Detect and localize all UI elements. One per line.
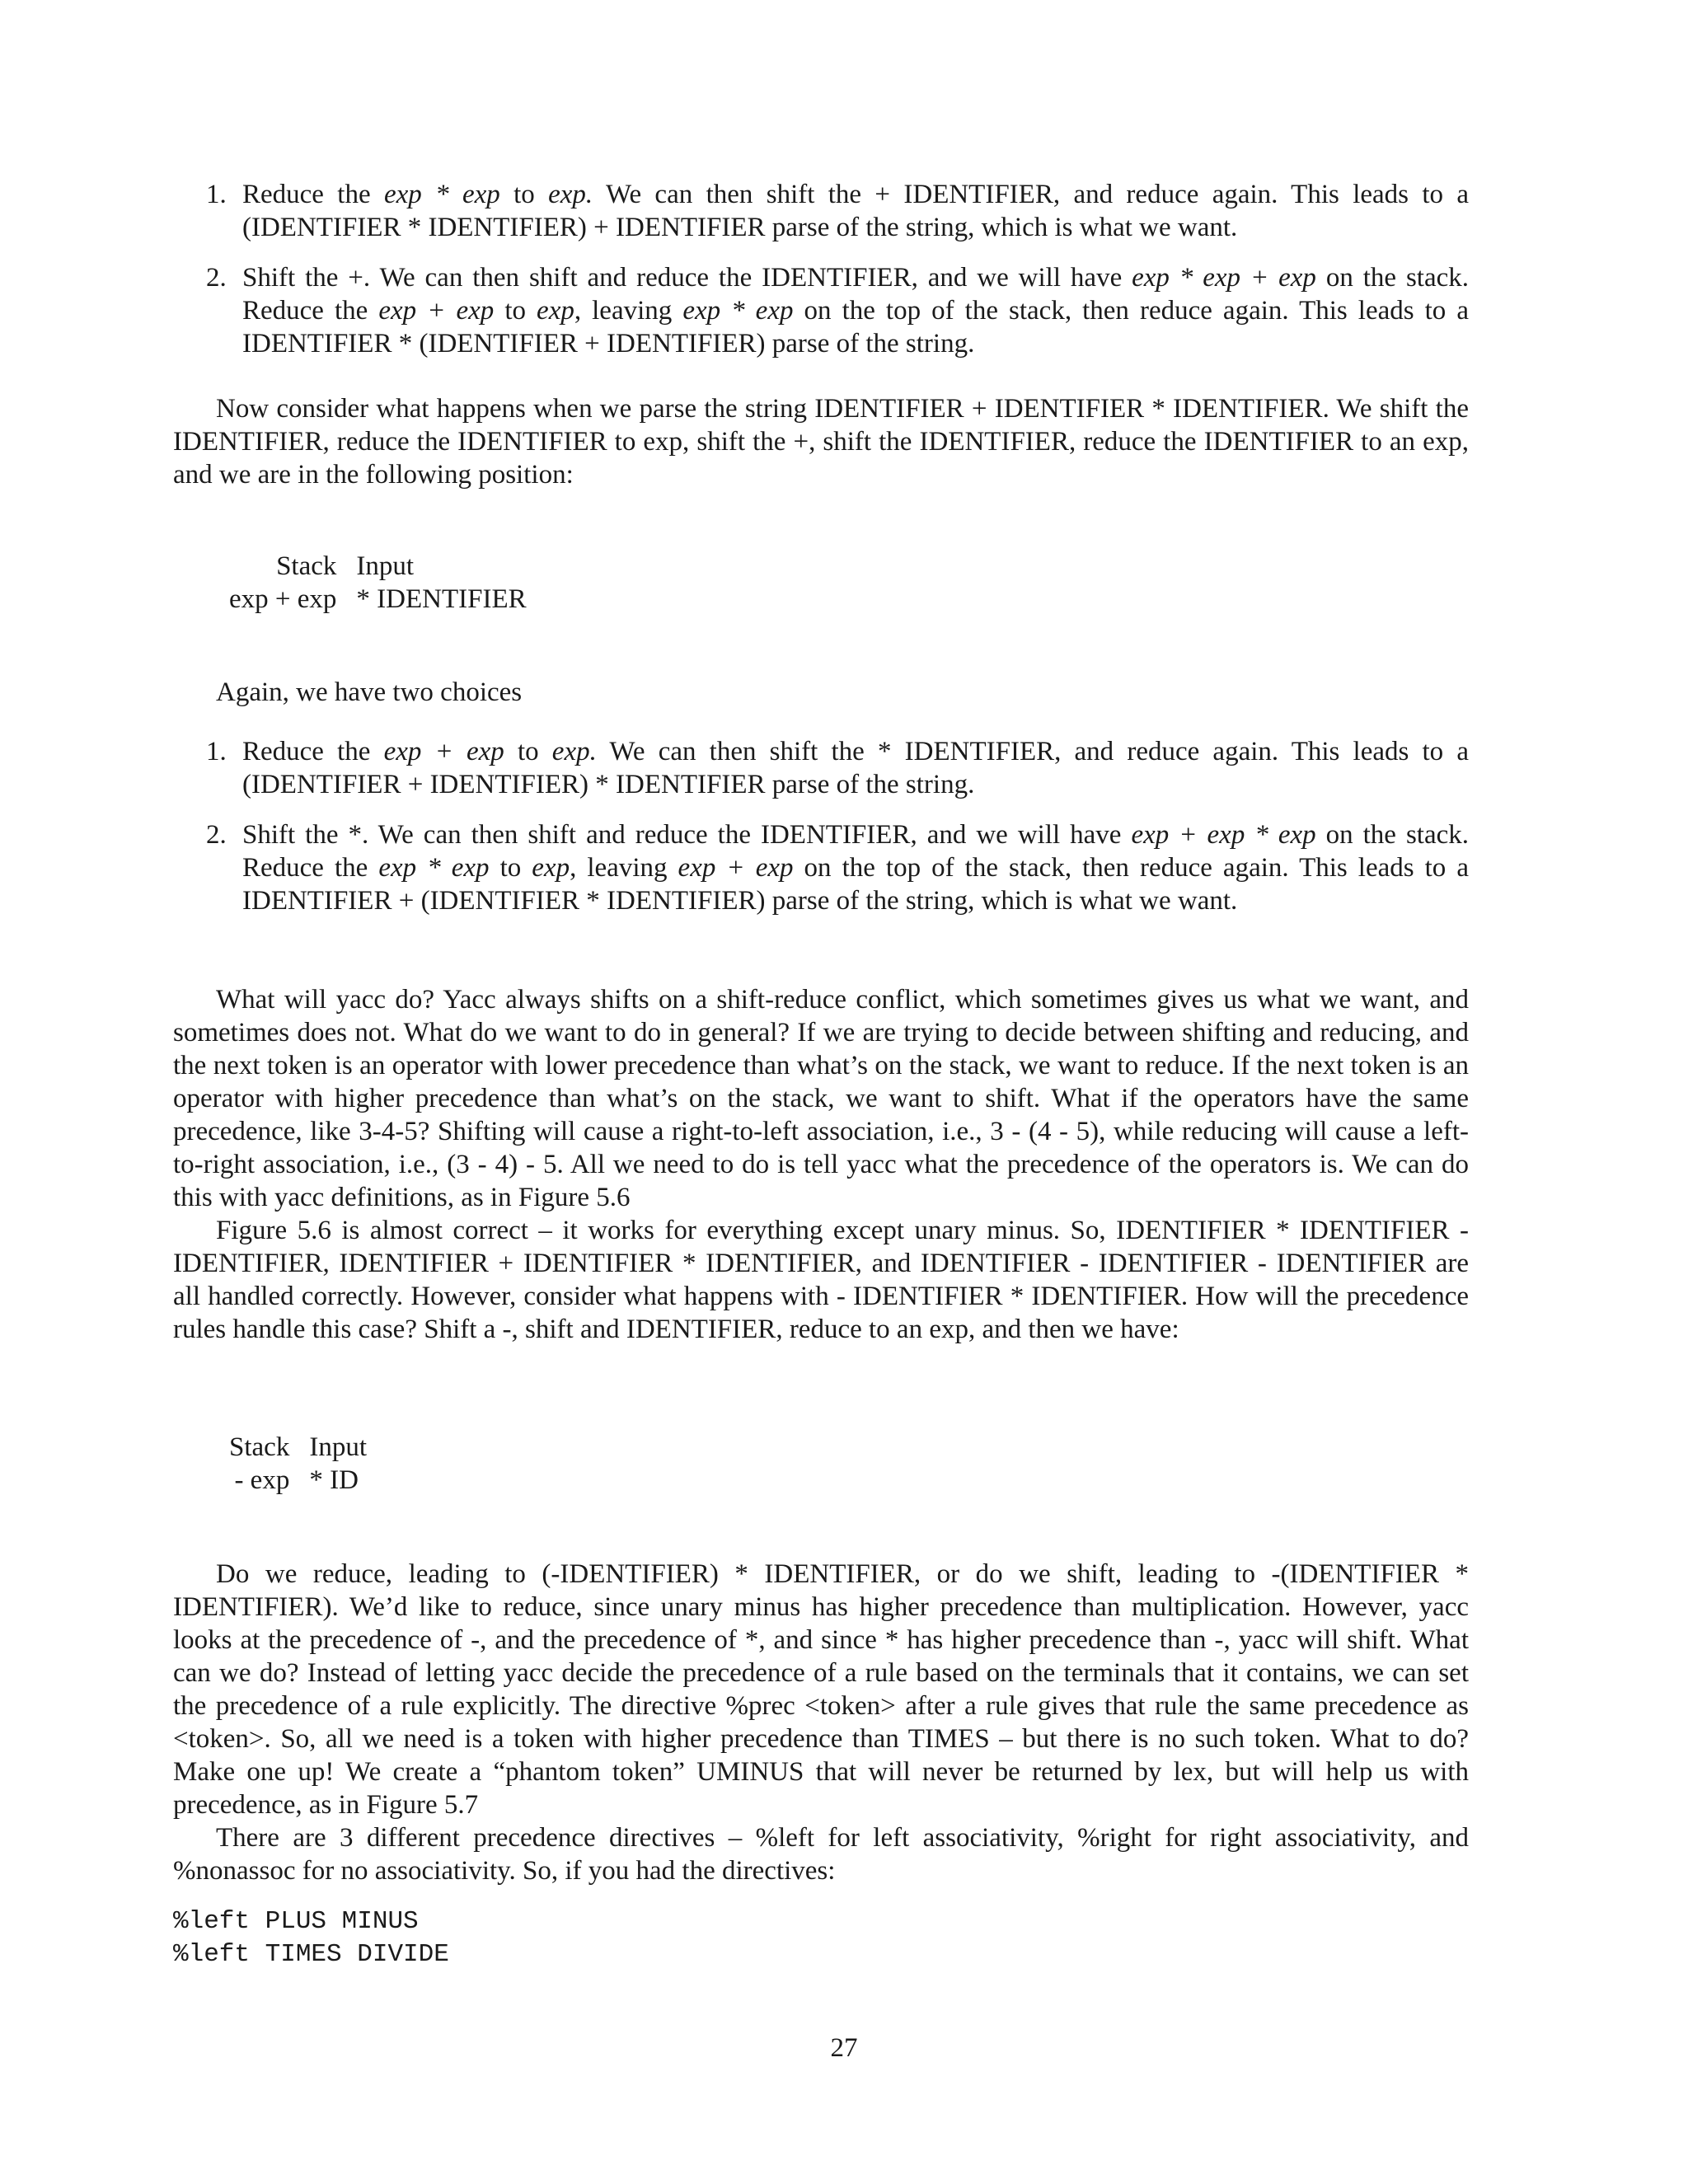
text-run: on the top of the stack, then reduce again. This leads to a IDENTIFIER * (IDENTIFIER + IDENTIFIER) parse of the string. [242, 296, 1469, 359]
list-number: 1. [206, 180, 227, 209]
paragraph-parse-string [173, 392, 1469, 491]
text-run: , leaving [570, 853, 678, 883]
stack-cell: exp + exp [229, 584, 337, 614]
code-line: %left TIMES DIVIDE [173, 1940, 449, 1969]
text-run: Shift the +. We can then shift and reduce the IDENTIFIER, and we will have [242, 263, 1132, 293]
text-run: We can then shift the + IDENTIFIER, and reduce again. This leads to a (IDENTIFIER * IDENTIFIER) + IDENTIFIER parse of the string, which is what we want. [242, 180, 1470, 242]
text-run: on the stack. Reduce the [242, 820, 1469, 883]
shift-reduce-choices-list-1 [173, 178, 1469, 360]
text-run: to [499, 180, 549, 209]
code-block [173, 1905, 1469, 1971]
text-run: Reduce the [242, 737, 384, 766]
paragraph-unary-minus [173, 1558, 1469, 1887]
list-item [173, 818, 1469, 917]
shift-reduce-choices-list-2 [173, 735, 1469, 917]
list-number: 2. [206, 820, 227, 850]
body-paragraph: Do we reduce, leading to (-IDENTIFIER) * IDENTIFIER, or do we shift, leading to -(IDENTIFIER * IDENTIFIER). We’d like to reduce, since unary minus has higher precedence than multiplication. However, yacc looks at the precedence of -, and the precedence of *, and since * has higher precedence than -, yacc will shift. What can we do? Instead of letting yacc decide the precedence of a rule based on the terminals that it contains, we can set the precedence of a rule explicitly. The directive %prec <token> after a rule gives that rule the same precedence as <token>. So, all we need is a token with higher precedence than TIMES – but there is no such token. What to do? Make one up! We create a “phantom token” UMINUS that will never be returned by lex, but will help us with precedence, as in Figure 5.7 [173, 1559, 1469, 1820]
list-number: 2. [206, 263, 227, 293]
math-expression: exp * exp [682, 296, 794, 326]
paragraph-two-choices [173, 676, 1469, 709]
list-number: 1. [206, 737, 227, 766]
input-header: Input [309, 1432, 367, 1462]
body-paragraph: Figure 5.6 is almost correct – it works for everything except unary minus. So, IDENTIFIER * IDENTIFIER - IDENTIFIER, IDENTIFIER + IDENTIFIER * IDENTIFIER, and IDENTIFIER - IDENTIFIER - IDENTIFIER are all handled correctly. However, consider what happens with - IDENTIFIER * IDENTIFIER. How will the precedence rules handle this case? Shift a -, shift and IDENTIFIER, reduce to an exp, and then we have: [173, 1216, 1469, 1344]
stack-input-table-2 [229, 1431, 382, 1497]
page-number: 27 [830, 2033, 858, 2063]
math-expression: exp [537, 296, 574, 326]
text-run: to [489, 853, 532, 883]
math-expression: exp + exp [678, 853, 794, 883]
body-paragraph: What will yacc do? Yacc always shifts on a shift-reduce conflict, which sometimes gives us what we want, and sometimes does not. What do we want to do in general? If we are trying to decide between shifting and reducing, and the next token is an operator with lower precedence than what’s on the stack, we want to reduce. If the next token is an operator with higher precedence than what’s on the stack, we want to shift. What if the operators have the same precedence, like 3-4-5? Shifting will cause a right-to-left association, i.e., 3 - (4 - 5), while reducing will cause a left-to-right association, i.e., (3 - 4) - 5. All we need to do is tell yacc what the precedence of the operators is. We can do this with yacc definitions, as in Figure 5.6 [173, 985, 1469, 1212]
math-expression: exp * exp [378, 853, 490, 883]
input-cell: * ID [309, 1465, 359, 1495]
text-run: to [494, 296, 537, 326]
math-expression: exp * exp [383, 180, 500, 209]
math-expression: exp + exp * exp [1131, 820, 1316, 850]
body-paragraph: Now consider what happens when we parse the string IDENTIFIER + IDENTIFIER * IDENTIFIER. We shift the IDENTIFIER, reduce the IDENTIFIER to exp, shift the +, shift the IDENTIFIER, reduce the IDENTIFIER to an exp, and we are in the following position: [173, 394, 1469, 490]
list-item [173, 735, 1469, 801]
text-run: We can then shift the * IDENTIFIER, and reduce again. This leads to a (IDENTIFIER + IDENTIFIER) * IDENTIFIER parse of the string. [242, 737, 1469, 799]
input-cell: * IDENTIFIER [356, 584, 527, 614]
text-run: to [504, 737, 552, 766]
stack-header: Stack [276, 551, 337, 581]
list-item [173, 178, 1469, 244]
math-expression: exp. [548, 180, 593, 209]
body-paragraph: There are 3 different precedence directives – %left for left associativity, %right for right associativity, and %nonassoc for no associativity. So, if you had the directives: [173, 1823, 1469, 1886]
math-expression: exp + exp [378, 296, 495, 326]
text-run: on the stack. Reduce the [242, 263, 1470, 326]
text-run: Reduce the [242, 180, 384, 209]
math-expression: exp + exp [383, 737, 504, 766]
paragraph-yacc-behaviour [173, 983, 1469, 1346]
input-header: Input [356, 551, 415, 581]
stack-input-table-1 [229, 550, 542, 616]
text-run: Shift the *. We can then shift and reduce the IDENTIFIER, and we will have [242, 820, 1132, 850]
code-line: %left PLUS MINUS [173, 1907, 419, 1936]
math-expression: exp [532, 853, 570, 883]
stack-header: Stack [229, 1432, 290, 1462]
math-expression: exp * exp + exp [1132, 263, 1316, 293]
body-paragraph: Again, we have two choices [216, 677, 523, 707]
list-item [173, 261, 1469, 360]
text-run: on the top of the stack, then reduce again. This leads to a IDENTIFIER + (IDENTIFIER * IDENTIFIER) parse of the string, which is what we want. [242, 853, 1469, 916]
text-run: , leaving [574, 296, 683, 326]
math-expression: exp. [551, 737, 597, 766]
stack-cell: - exp [234, 1465, 290, 1495]
